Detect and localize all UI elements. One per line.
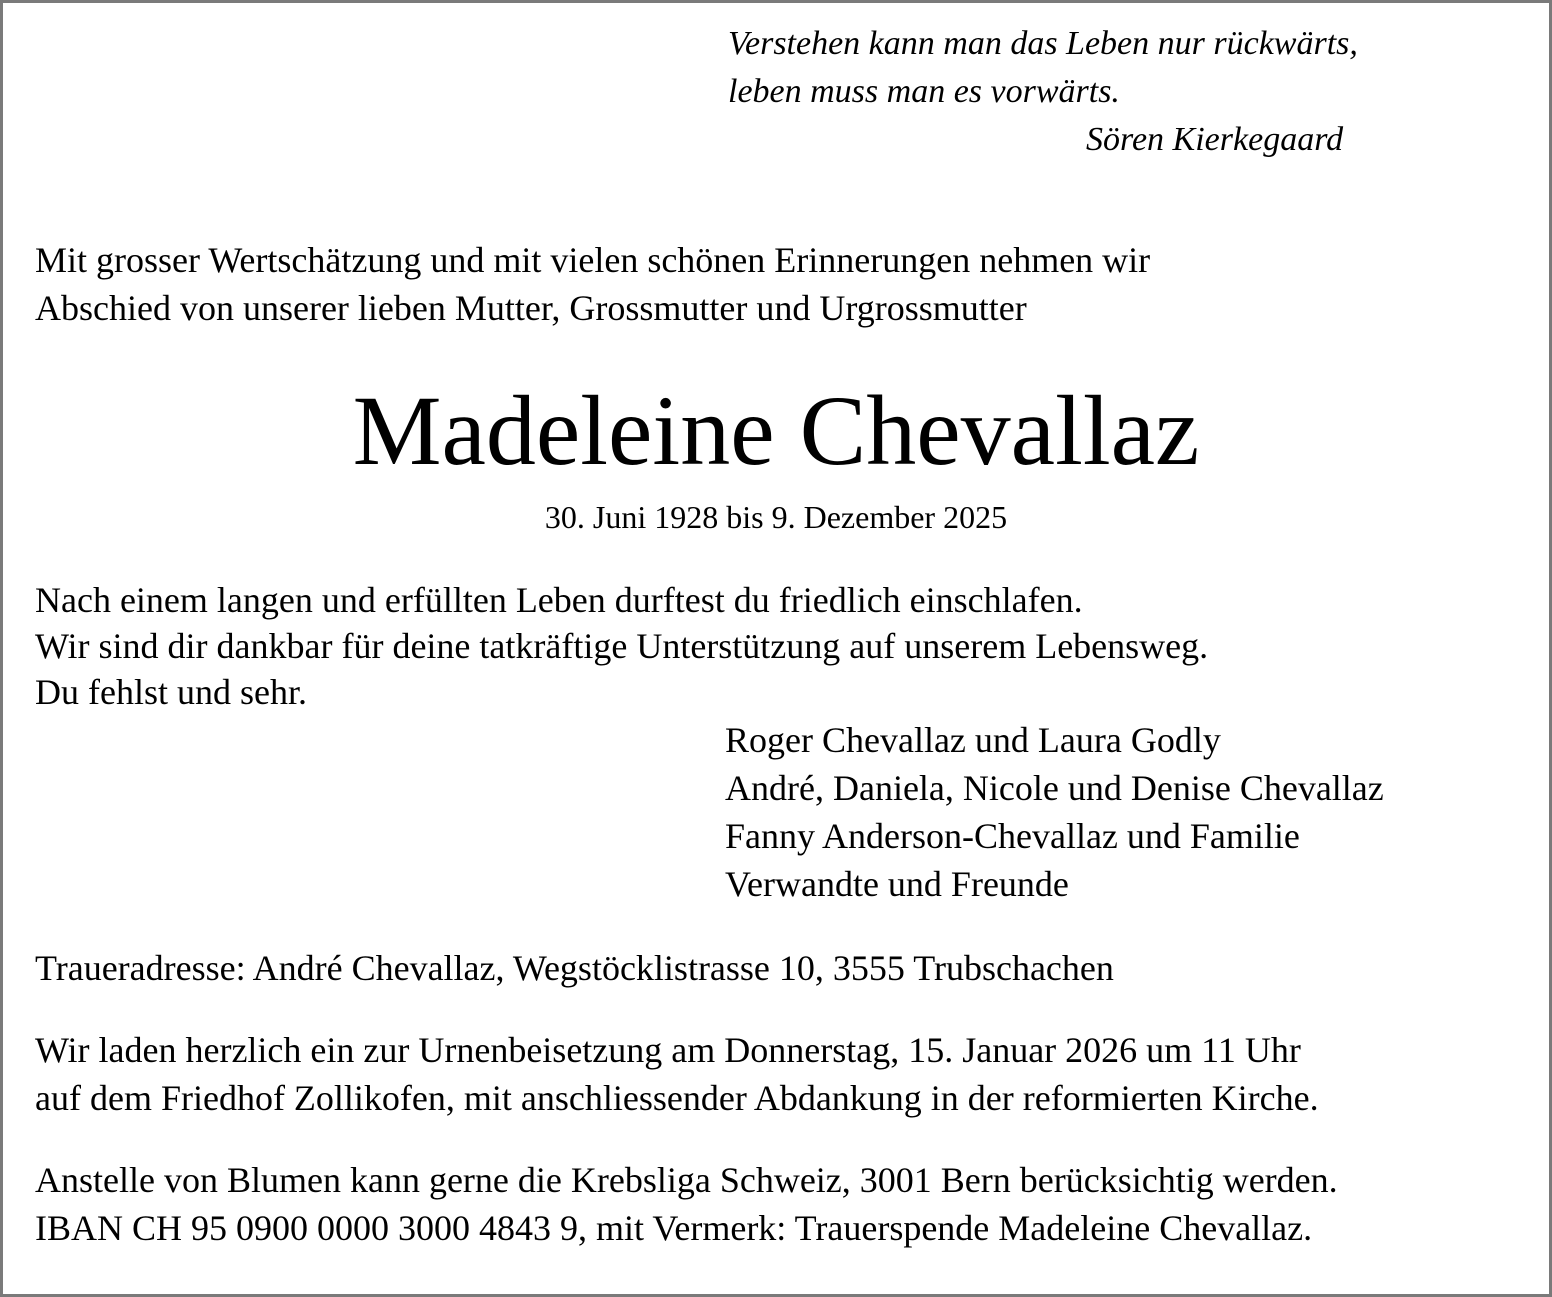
- mourner: Fanny Anderson-Chevallaz und Familie: [725, 816, 1300, 856]
- life-dates: 30. Juni 1928 bis 9. Dezember 2025: [544, 499, 1008, 535]
- ceremony-line-2: auf dem Friedhof Zollikofen, mit anschliessender Abdankung in der reformierten Kirche.: [35, 1078, 1319, 1118]
- quote-author: Sören Kierkegaard: [1086, 121, 1344, 158]
- ceremony-line-1: Wir laden herzlich ein zur Urnenbeisetzung am Donnerstag, 15. Januar 2026 um 11 Uhr: [35, 1030, 1301, 1070]
- quote-line-2: leben muss man es vorwärts.: [728, 73, 1120, 110]
- message-line-1: Nach einem langen und erfüllten Leben durftest du friedlich einschlafen.: [35, 580, 1083, 620]
- mourner: Roger Chevallaz und Laura Godly: [725, 720, 1221, 760]
- mourning-address: Traueradresse: André Chevallaz, Wegstöcklistrasse 10, 3555 Trubschachen: [35, 948, 1114, 988]
- donation-line-2: IBAN CH 95 0900 0000 3000 4843 9, mit Vermerk: Trauerspende Madeleine Chevallaz.: [35, 1208, 1313, 1248]
- quote-line-1: Verstehen kann man das Leben nur rückwärts,: [728, 25, 1358, 62]
- message-line-3: Du fehlst und sehr.: [35, 672, 307, 712]
- message-line-2: Wir sind dir dankbar für deine tatkräftige Unterstützung auf unserem Lebensweg.: [35, 626, 1209, 666]
- donation-line-1: Anstelle von Blumen kann gerne die Krebsliga Schweiz, 3001 Bern berücksichtig werden.: [35, 1160, 1338, 1200]
- mourner: André, Daniela, Nicole und Denise Chevallaz: [725, 768, 1384, 808]
- deceased-name: Madeleine Chevallaz: [352, 375, 1200, 486]
- intro-line-1: Mit grosser Wertschätzung und mit vielen schönen Erinnerungen nehmen wir: [35, 240, 1151, 280]
- mourner: Verwandte und Freunde: [725, 864, 1069, 904]
- intro-line-2: Abschied von unserer lieben Mutter, Grossmutter und Urgrossmutter: [35, 288, 1027, 328]
